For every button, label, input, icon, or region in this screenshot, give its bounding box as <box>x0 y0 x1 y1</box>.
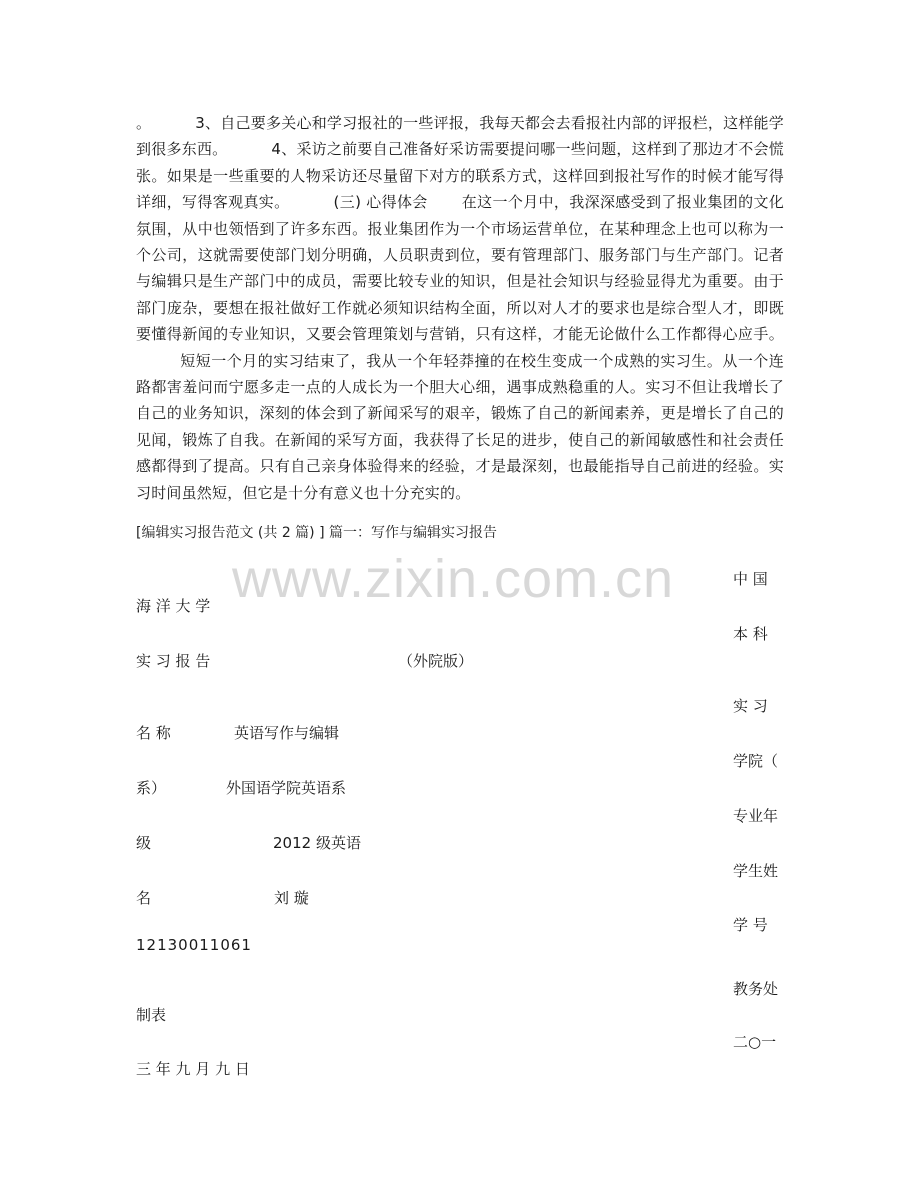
cover-internship: 实 习 <box>733 697 768 715</box>
cover-undergrad: 本 科 <box>733 625 768 643</box>
cover-office: 教务处 <box>733 980 779 998</box>
report-subtitle: [编辑实习报告范文 (共 2 篇) ] 篇一：写作与编辑实习报告 <box>136 525 498 541</box>
cover-date-start: 二○一 <box>733 1033 777 1051</box>
cover-course: 英语写作与编辑 <box>234 724 340 742</box>
cover-edition: （外院版） <box>398 652 474 670</box>
cover-sname-label: 名 <box>136 889 152 907</box>
cover-university: 海 洋 大 学 <box>136 597 211 615</box>
cover-student-name: 刘 璇 <box>274 889 309 907</box>
text-period: 。 <box>136 114 152 132</box>
cover-dept-label: 系） <box>136 779 167 797</box>
section-heading: (三) 心得体会 <box>333 193 428 212</box>
watermark: www.zixin.com.cn <box>232 549 675 609</box>
cover-report-title: 实 习 报 告 <box>136 652 211 670</box>
cover-name-label: 名 称 <box>136 724 171 742</box>
cover-china: 中 国 <box>733 570 768 588</box>
cover-dept: 外国语学院英语系 <box>226 779 347 797</box>
text-point-3: 3、自己要多关心和学习报社的一些评报，我每天都会去看报社内部的评报栏，这样能学到很多东西。 <box>136 114 784 159</box>
text-point-4: 4、采访之前要自己准备好采访需要提问哪一些问题，这样到了那边才不会慌张。如果是一些重要的人物采访还尽量留下对方的联系方式，这样回到报社写作的时候才能写得详细，写得客观真实。 <box>136 140 784 212</box>
text-conclusion: 短短一个月的实习结束了，我从一个年轻莽撞的在校生变成一个成熟的实习生。从一个连路都害羞问而宁愿多走一点的人成长为一个胆大心细，遇事成熟稳重的人。实习不但让我增长了自己的业务知识，深刻的体会到了新闻采写的艰辛，锻炼了自己的新闻素养，更是增长了自己的见闻，锻炼了自我。在新闻的采写方面，我获得了长足的进步，使自己的新闻敏感性和社会责任感都得到了提高。只有自己亲身体验得来的经验，才是最深刻，也最能指导自己前进的经验。实习时间虽然短，但它是十分有意义也十分充实的。 <box>136 351 784 502</box>
cover-student-label: 学生姓 <box>733 862 779 880</box>
cover-id-label: 学 号 <box>733 916 768 934</box>
cover-student-id: 12130011061 <box>136 936 252 954</box>
cover-made-by: 制表 <box>136 1006 167 1024</box>
text-reflection: 在这一个月中，我深深感受到了报业集团的文化氛围，从中也领悟到了许多东西。报业集团作为一个市场运营单位，在某种理念上也可以称为一个公司，这就需要使部门划分明确，人员职责到位，要有管理部门、服务部门与生产部门。记者与编辑只是生产部门中的成员，需要比较专业的知识，但是社会知识与经验显得尤为重要。由于部门庞杂，要想在报社做好工作就必须知识结构全面，所以对人才的要求也是综合型人才，即既要懂得新闻的专业知识，又要会管理策划与营销，只有这样，才能无论做什么工作都得心应手。 <box>136 193 784 344</box>
cover-college-label: 学院（ <box>733 752 779 770</box>
cover-grade: 2012 级英语 <box>273 834 361 852</box>
body-text <box>136 110 784 506</box>
cover-major-label: 专业年 <box>733 807 779 825</box>
cover-grade-label: 级 <box>136 834 152 852</box>
cover-date: 三 年 九 月 九 日 <box>136 1060 250 1078</box>
